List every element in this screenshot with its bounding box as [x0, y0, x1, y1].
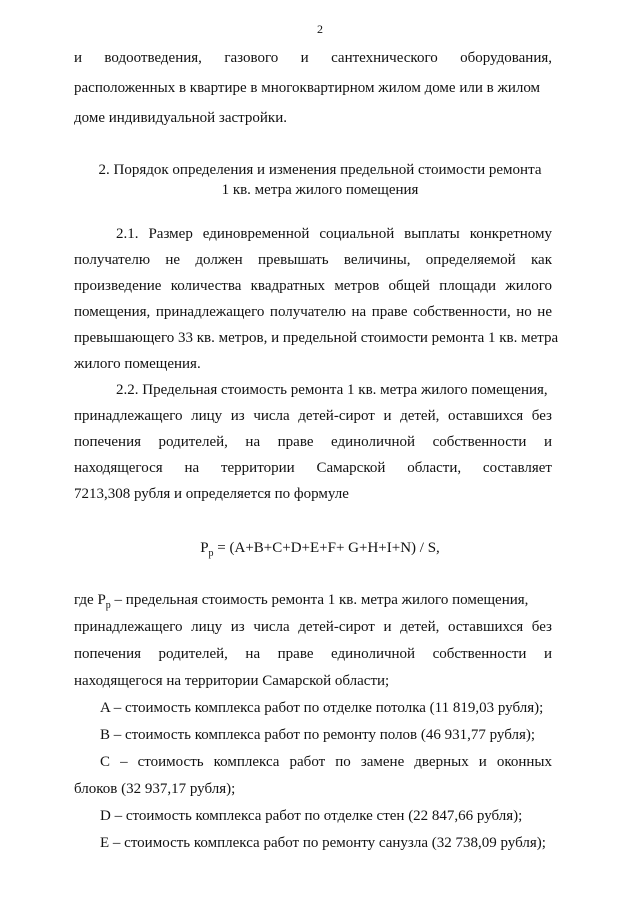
paragraph-2-2-line: 2.2. Предельная стоимость ремонта 1 кв. метра жилого помещения,: [116, 382, 548, 398]
section-title: 1 кв. метра жилого помещения: [221, 182, 419, 198]
paragraph-2-2-line: попечения родителей, на праве единоличной собственности и: [74, 434, 552, 450]
definition-d: D – стоимость комплекса работ по отделке стен (22 847,66 рубля);: [100, 808, 523, 824]
intro-line: доме индивидуальной застройки.: [74, 110, 287, 126]
where-first-line: [74, 590, 552, 616]
section-title: 2. Порядок определения и изменения предельной стоимости ремонта: [98, 162, 542, 178]
definition-c-cont: блоков (32 937,17 рубля);: [74, 781, 236, 797]
definition-b: B – стоимость комплекса работ по ремонту полов (46 931,77 рубля);: [100, 727, 536, 743]
where-text: – предельная стоимость ремонта 1 кв. метра жилого помещения,: [110, 592, 529, 608]
page-number: 2: [317, 22, 323, 36]
paragraph-2-1-line: 2.1. Размер единовременной социальной выплаты конкретному: [116, 226, 552, 242]
where-prefix-subscript: р: [105, 600, 111, 611]
paragraph-2-1-line: помещения, принадлежащего получателю на праве собственности, но не: [74, 304, 552, 320]
paragraph-2-1-line: превышающего 33 кв. метров, и предельной стоимости ремонта 1 кв. метра: [74, 330, 559, 346]
where-prefix: где P: [74, 592, 106, 608]
intro-line: расположенных в квартире в многоквартирном жилом доме или в жилом: [74, 80, 541, 96]
formula-lhs-subscript: р: [208, 548, 214, 559]
paragraph-2-2-line: находящегося на территории Самарской области, составляет: [74, 460, 552, 476]
formula-rhs: = (A+B+C+D+E+F+ G+H+I+N) / S,: [213, 540, 440, 556]
formula: [0, 538, 640, 564]
where-line: попечения родителей, на праве единоличной собственности и: [74, 646, 552, 662]
paragraph-2-1-line: получателю не должен превышать величины, определяемой как: [74, 252, 552, 268]
definition-c: C – стоимость комплекса работ по замене дверных и оконных: [100, 754, 552, 770]
definition-a: A – стоимость комплекса работ по отделке потолка (11 819,03 рубля);: [100, 700, 544, 716]
paragraph-2-1-line: жилого помещения.: [74, 356, 201, 372]
paragraph-2-2-line: 7213,308 рубля и определяется по формуле: [74, 486, 349, 502]
paragraph-2-2-line: принадлежащего лицу из числа детей-сирот и детей, оставшихся без: [74, 408, 552, 424]
where-line: принадлежащего лицу из числа детей-сирот и детей, оставшихся без: [74, 619, 552, 635]
intro-line: и водоотведения, газового и сантехнического оборудования,: [74, 50, 552, 66]
definition-e: E – стоимость комплекса работ по ремонту санузла (32 738,09 рубля);: [100, 835, 546, 851]
paragraph-2-1-line: произведение количества квадратных метров общей площади жилого: [74, 278, 552, 294]
formula-lhs: P: [200, 540, 209, 556]
where-line: находящегося на территории Самарской области;: [74, 673, 390, 689]
